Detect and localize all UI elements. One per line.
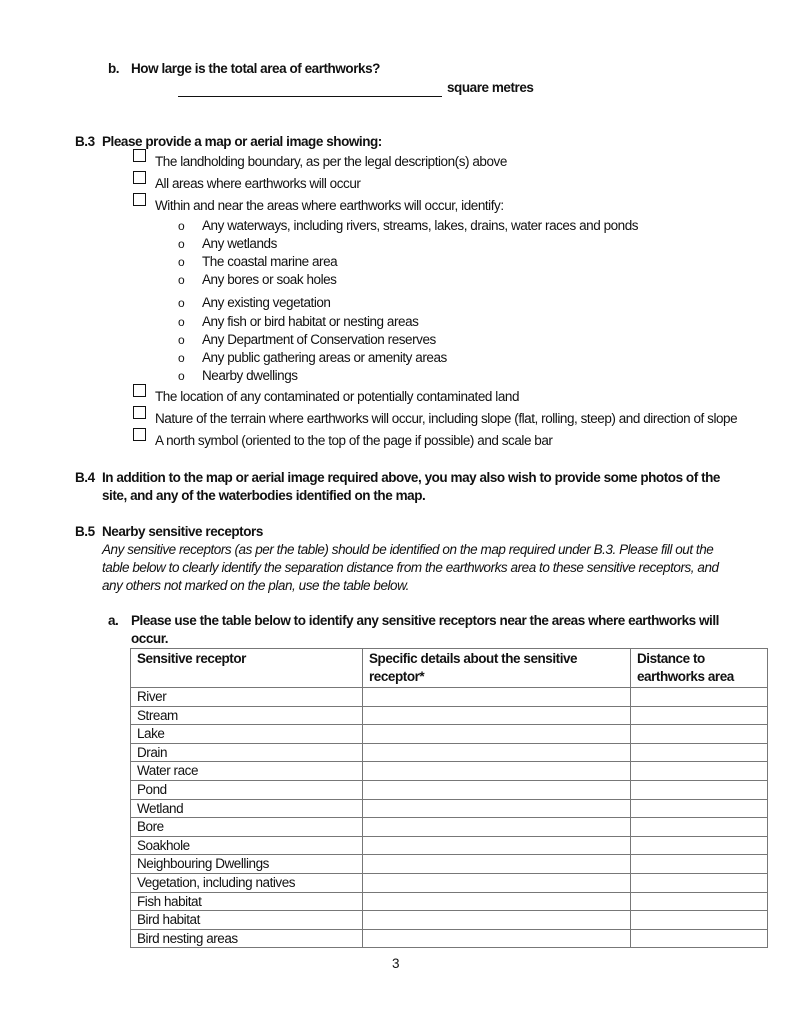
details-cell[interactable] (363, 892, 631, 911)
receptor-cell: Stream (131, 706, 363, 725)
receptor-cell: Wetland (131, 799, 363, 818)
distance-cell[interactable] (631, 911, 768, 930)
checkbox[interactable] (133, 384, 146, 397)
bullet-icon: o (178, 351, 185, 365)
details-cell[interactable] (363, 911, 631, 930)
table-row (131, 762, 768, 781)
checkbox[interactable] (133, 428, 146, 441)
b4-line2: site, and any of the waterbodies identified on the map. (102, 488, 426, 503)
bullet-item: Nearby dwellings (202, 368, 298, 383)
receptor-cell: Fish habitat (131, 892, 363, 911)
distance-cell[interactable] (631, 799, 768, 818)
checkbox[interactable] (133, 171, 146, 184)
receptor-cell: Lake (131, 725, 363, 744)
table-row (131, 706, 768, 725)
bullet-item: The coastal marine area (202, 254, 338, 269)
details-cell[interactable] (363, 688, 631, 707)
table-row (131, 929, 768, 948)
area-input-line[interactable] (178, 80, 442, 97)
bullet-icon: o (178, 333, 185, 347)
b5-text-line: table below to clearly identify the separation distance from the earthworks area to these sensitive receptors, and (102, 560, 719, 575)
table-row (131, 892, 768, 911)
details-cell[interactable] (363, 855, 631, 874)
bullet-icon: o (178, 369, 185, 383)
details-cell[interactable] (363, 725, 631, 744)
receptor-cell: Drain (131, 743, 363, 762)
bullet-icon: o (178, 219, 185, 233)
checkbox[interactable] (133, 193, 146, 206)
details-cell[interactable] (363, 799, 631, 818)
receptor-cell: Vegetation, including natives (131, 873, 363, 892)
receptor-cell: Soakhole (131, 836, 363, 855)
header-receptor: Sensitive receptor (131, 649, 363, 688)
bullet-icon: o (178, 315, 185, 329)
checklist-item: Within and near the areas where earthworks will occur, identify: (155, 198, 504, 213)
distance-cell[interactable] (631, 688, 768, 707)
b3-title: Please provide a map or aerial image showing: (102, 134, 382, 149)
distance-cell[interactable] (631, 929, 768, 948)
table-row (131, 725, 768, 744)
table-row (131, 688, 768, 707)
bullet-item: Any waterways, including rivers, streams, lakes, drains, water races and ponds (202, 218, 639, 233)
page-number: 3 (392, 956, 400, 971)
checklist-item: The location of any contaminated or potentially contaminated land (155, 389, 519, 404)
question-a-label: a. (108, 613, 119, 628)
details-cell[interactable] (363, 743, 631, 762)
b5-title: Nearby sensitive receptors (102, 524, 263, 539)
b3-number: B.3 (75, 134, 95, 149)
bullet-icon: o (178, 237, 185, 251)
receptor-cell: Neighbouring Dwellings (131, 855, 363, 874)
details-cell[interactable] (363, 929, 631, 948)
receptor-cell: Bird habitat (131, 911, 363, 930)
distance-cell[interactable] (631, 892, 768, 911)
bullet-item: Any fish or bird habitat or nesting areas (202, 314, 419, 329)
distance-cell[interactable] (631, 706, 768, 725)
b5-number: B.5 (75, 524, 95, 539)
bullet-item: Any wetlands (202, 236, 277, 251)
sensitive-receptors-table (130, 648, 768, 948)
table-row (131, 911, 768, 930)
distance-cell[interactable] (631, 818, 768, 837)
table-row (131, 780, 768, 799)
b5-text-line: Any sensitive receptors (as per the table) should be identified on the map required under B.3. Please fill out the (102, 542, 714, 557)
receptor-cell: Bird nesting areas (131, 929, 363, 948)
checkbox[interactable] (133, 149, 146, 162)
b4-number: B.4 (75, 470, 95, 485)
table-row (131, 873, 768, 892)
distance-cell[interactable] (631, 762, 768, 781)
table-row (131, 818, 768, 837)
bullet-icon: o (178, 255, 185, 269)
b4-line1: In addition to the map or aerial image required above, you may also wish to provide some photos of the (102, 470, 720, 485)
details-cell[interactable] (363, 780, 631, 799)
checkbox[interactable] (133, 406, 146, 419)
checklist-item: All areas where earthworks will occur (155, 176, 361, 191)
bullet-item: Any Department of Conservation reserves (202, 332, 436, 347)
bullet-item: Any existing vegetation (202, 295, 331, 310)
checklist-item: A north symbol (oriented to the top of the page if possible) and scale bar (155, 433, 553, 448)
bullet-icon: o (178, 273, 185, 287)
bullet-item: Any public gathering areas or amenity areas (202, 350, 447, 365)
table-row (131, 836, 768, 855)
header-distance: Distance to earthworks area (631, 649, 768, 688)
bullet-item: Any bores or soak holes (202, 272, 337, 287)
distance-cell[interactable] (631, 743, 768, 762)
distance-cell[interactable] (631, 873, 768, 892)
unit-label: square metres (447, 80, 534, 95)
distance-cell[interactable] (631, 855, 768, 874)
header-details: Specific details about the sensitive receptor* (363, 649, 631, 688)
details-cell[interactable] (363, 818, 631, 837)
details-cell[interactable] (363, 762, 631, 781)
table-row (131, 855, 768, 874)
details-cell[interactable] (363, 706, 631, 725)
distance-cell[interactable] (631, 780, 768, 799)
receptor-cell: River (131, 688, 363, 707)
table-row (131, 743, 768, 762)
distance-cell[interactable] (631, 836, 768, 855)
distance-cell[interactable] (631, 725, 768, 744)
b5-text-line: any others not marked on the plan, use the table below. (102, 578, 409, 593)
table-row (131, 799, 768, 818)
receptor-cell: Water race (131, 762, 363, 781)
bullet-icon: o (178, 296, 185, 310)
question-a-line1: Please use the table below to identify any sensitive receptors near the areas where earthworks will (131, 613, 719, 628)
details-cell[interactable] (363, 873, 631, 892)
question-b-label: b. (108, 61, 120, 76)
receptor-cell: Bore (131, 818, 363, 837)
question-a-line2: occur. (131, 631, 169, 646)
details-cell[interactable] (363, 836, 631, 855)
checklist-item: The landholding boundary, as per the legal description(s) above (155, 154, 507, 169)
receptor-cell: Pond (131, 780, 363, 799)
question-b-text: How large is the total area of earthworks? (131, 61, 380, 76)
checklist-item: Nature of the terrain where earthworks will occur, including slope (flat, rolling, steep) and direction of slope (155, 411, 738, 426)
